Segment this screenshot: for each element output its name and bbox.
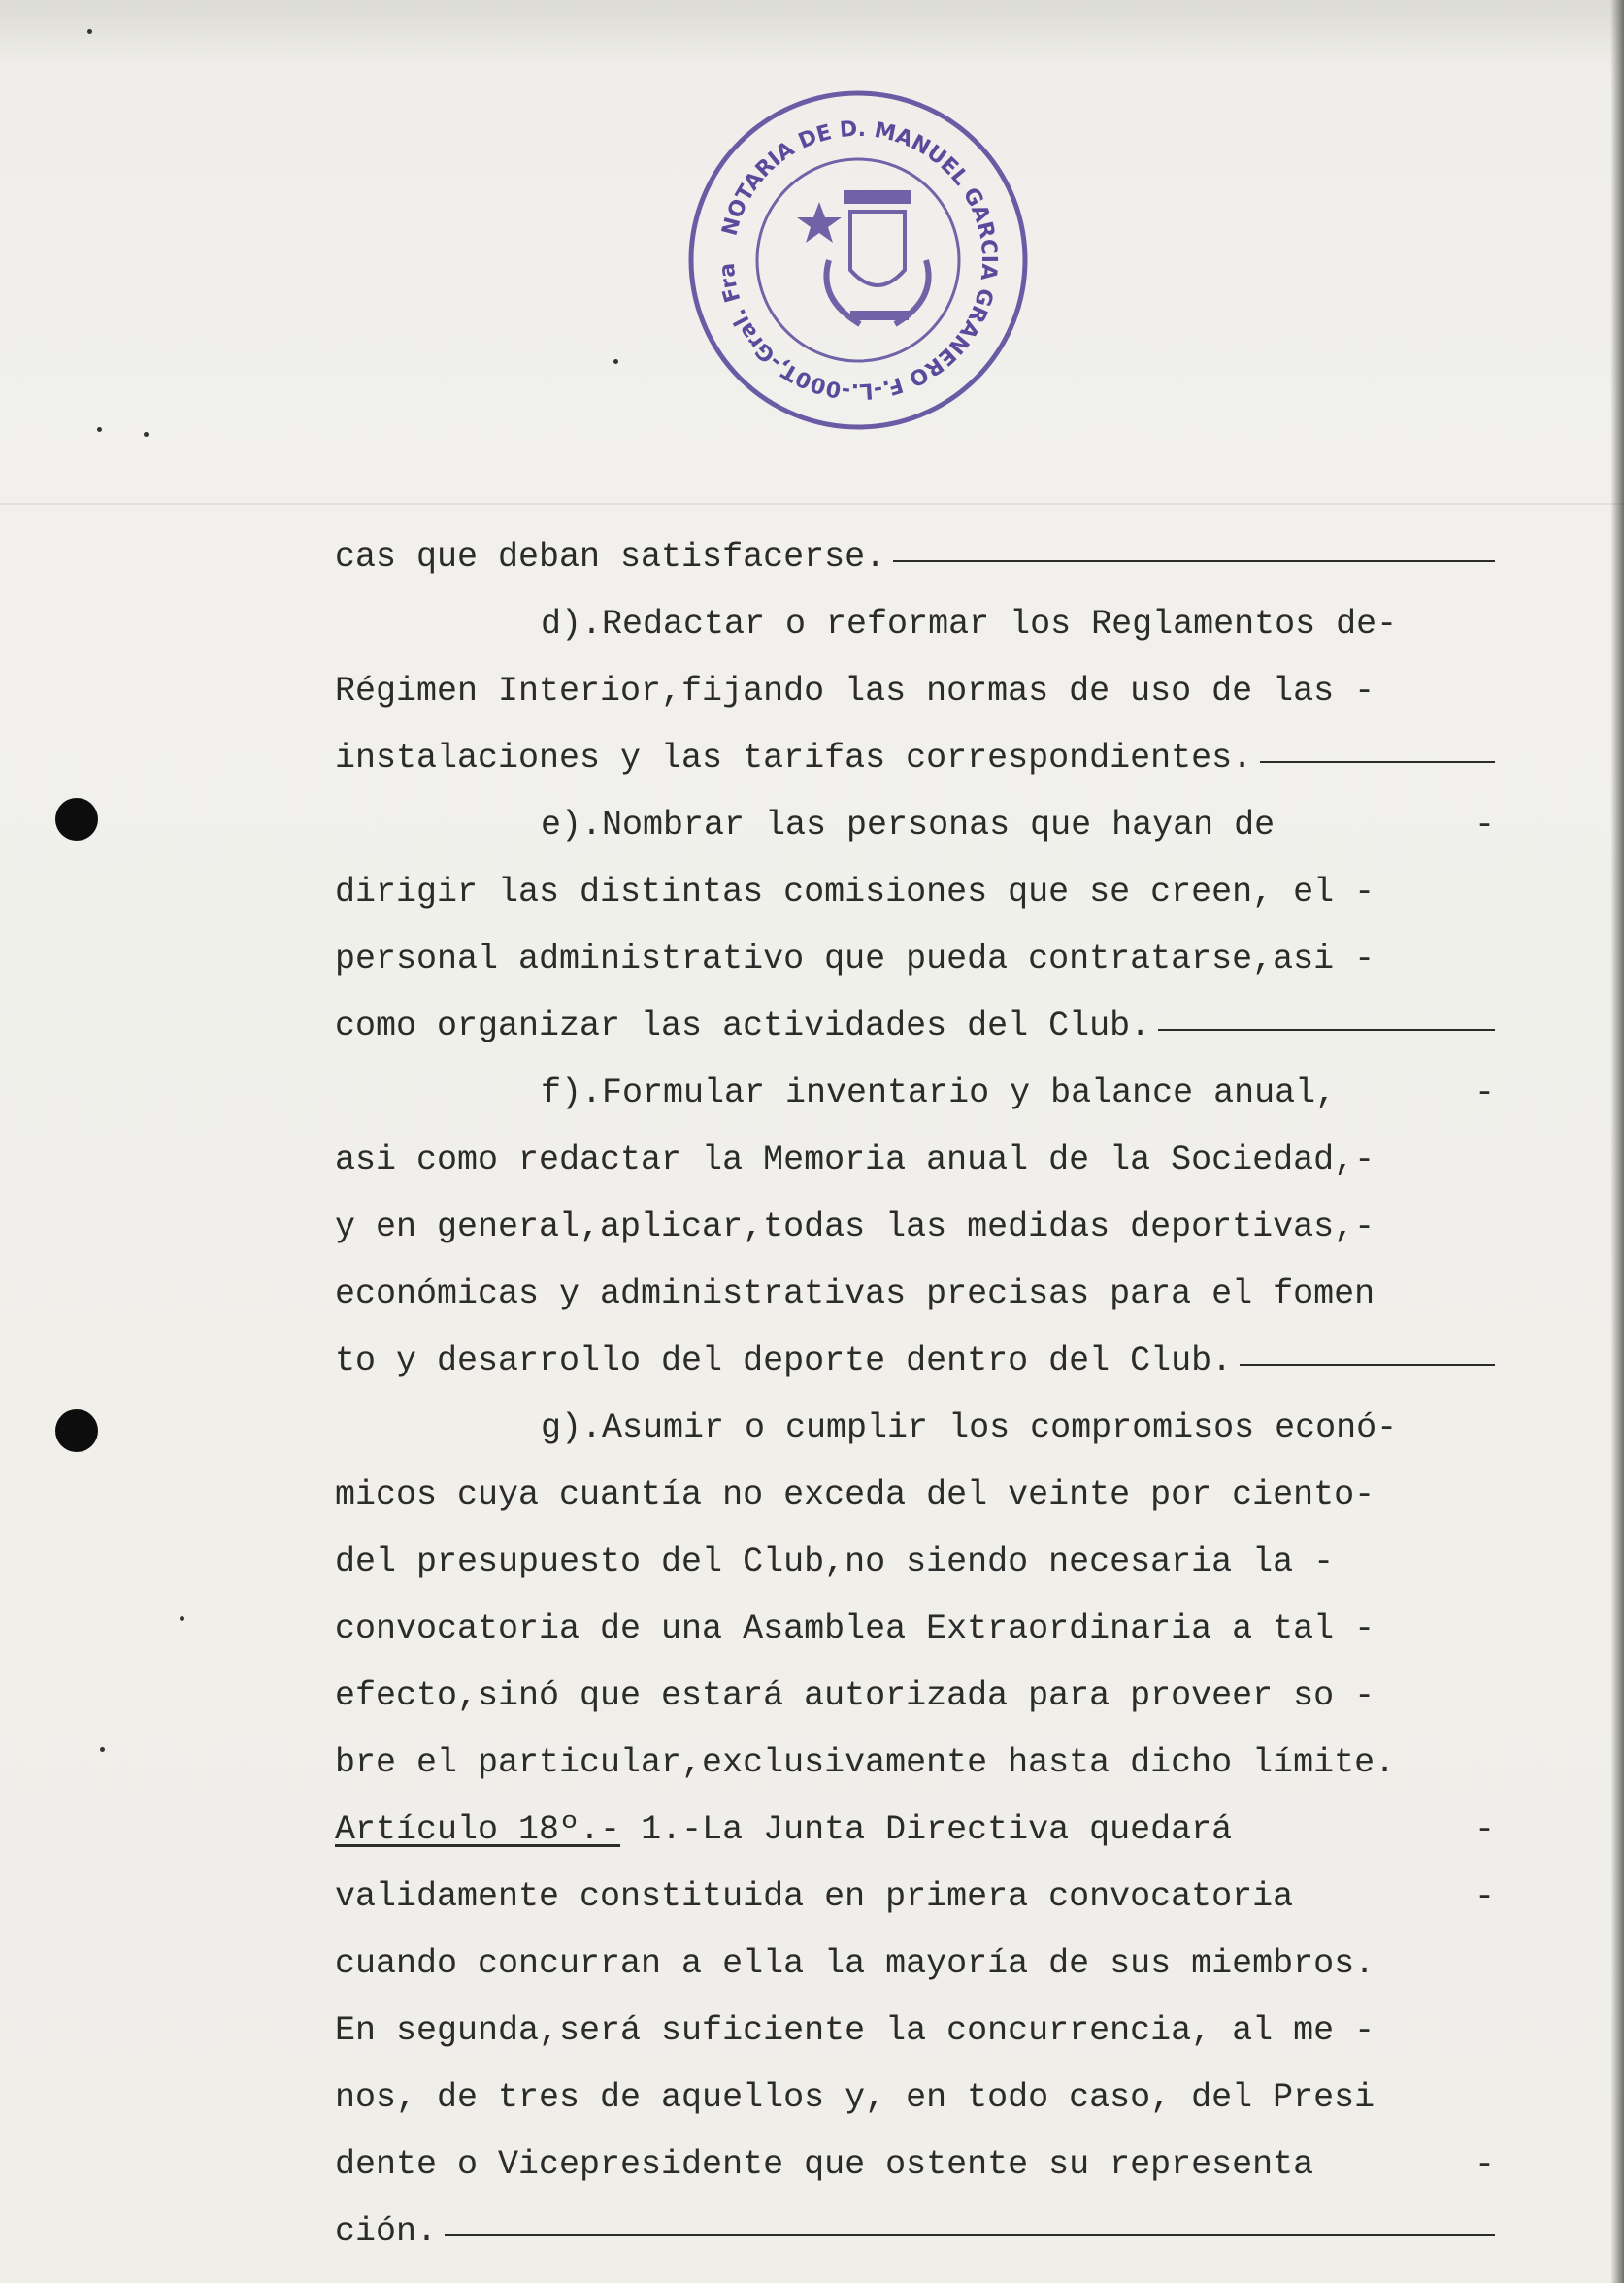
text-line (335, 1797, 1495, 1864)
line-text: to y desarrollo del deporte dentro del Club. (335, 1341, 1233, 1380)
line-text: instalaciones y las tarifas correspondientes. (335, 739, 1253, 778)
text-line (335, 1931, 1495, 1998)
punch-hole-lower (55, 1409, 98, 1452)
line-text: ción. (335, 2212, 438, 2251)
line-end-dash: - (1474, 1810, 1495, 1849)
text-line (335, 1663, 1495, 1730)
speck (613, 359, 618, 364)
notary-seal-graphic (683, 85, 1033, 435)
line-text: personal administrativo que pueda contratarse,asi - (335, 940, 1375, 978)
text-line (335, 1127, 1495, 1194)
stamp-ring-text: NOTARIA DE D. MANUEL GARCIA GRANERO F.-L.-000T,-Gral. Fra (714, 116, 1002, 404)
text-line (335, 1060, 1495, 1127)
coat-of-arms-icon (797, 190, 929, 324)
fill-rule (893, 560, 1495, 562)
line-text: g).Asumir o cumplir los compromisos econó- (541, 1408, 1398, 1447)
text-line (335, 1261, 1495, 1328)
line-text: bre el particular,exclusivamente hasta dicho límite. (335, 1743, 1396, 1782)
line-text: e).Nombrar las personas que hayan de (541, 806, 1276, 844)
text-line (335, 725, 1495, 792)
text-line (335, 658, 1495, 725)
text-line (335, 1730, 1495, 1797)
text-line (335, 1328, 1495, 1395)
document-body (335, 524, 1495, 2266)
text-line (335, 524, 1495, 591)
text-line (335, 1529, 1495, 1596)
fill-rule (1260, 761, 1495, 763)
fill-rule (1158, 1029, 1495, 1031)
line-text: En segunda,será suficiente la concurrencia, al me - (335, 2011, 1375, 2050)
line-text: validamente constituida en primera convocatoria (335, 1877, 1294, 1916)
line-text: dente o Vicepresidente que ostente su representa (335, 2145, 1314, 2184)
speck (97, 427, 102, 432)
line-text: y en general,aplicar,todas las medidas deportivas,- (335, 1208, 1375, 1246)
text-line (335, 1864, 1495, 1931)
text-line (335, 993, 1495, 1060)
scan-right-edge (1610, 0, 1624, 2283)
line-end-dash: - (1474, 1074, 1495, 1112)
line-end-dash: - (1474, 806, 1495, 844)
line-text: cuando concurran a ella la mayoría de sus miembros. (335, 1944, 1375, 1983)
line-text: 1.-La Junta Directiva quedará (620, 1810, 1233, 1849)
line-text: asi como redactar la Memoria anual de la Sociedad,- (335, 1141, 1375, 1179)
line-text: cas que deban satisfacerse. (335, 538, 886, 577)
text-line (335, 859, 1495, 926)
line-end-dash: - (1474, 1877, 1495, 1916)
line-text: Régimen Interior,fijando las normas de uso de las - (335, 672, 1375, 711)
text-line (335, 1998, 1495, 2065)
line-text: nos, de tres de aquellos y, en todo caso, del Presi (335, 2078, 1375, 2117)
line-text: d).Redactar o reformar los Reglamentos de- (541, 605, 1398, 644)
text-line (335, 2199, 1495, 2266)
line-text: como organizar las actividades del Club. (335, 1007, 1151, 1045)
line-text: efecto,sinó que estará autorizada para proveer so - (335, 1676, 1375, 1715)
speck (87, 29, 92, 34)
notary-seal-stamp (683, 85, 1033, 435)
text-line (335, 1596, 1495, 1663)
speck (144, 432, 149, 437)
text-line (335, 2065, 1495, 2132)
paper-fold-line (0, 503, 1624, 505)
fill-rule (445, 2234, 1495, 2236)
scan-top-band (0, 0, 1624, 68)
line-text: dirigir las distintas comisiones que se creen, el - (335, 873, 1375, 911)
line-end-dash: - (1474, 2145, 1495, 2184)
punch-hole-upper (55, 798, 98, 841)
text-line (335, 591, 1495, 658)
fill-rule (1240, 1364, 1495, 1366)
line-text: micos cuya cuantía no exceda del veinte por ciento- (335, 1475, 1375, 1514)
text-line (335, 1395, 1495, 1462)
text-line (335, 926, 1495, 993)
line-text: económicas y administrativas precisas para el fomen (335, 1274, 1375, 1313)
text-line (335, 1462, 1495, 1529)
speck (180, 1616, 184, 1621)
line-text: del presupuesto del Club,no siendo necesaria la - (335, 1542, 1335, 1581)
text-line (335, 2132, 1495, 2199)
text-line (335, 1194, 1495, 1261)
speck (100, 1747, 105, 1752)
line-text: convocatoria de una Asamblea Extraordinaria a tal - (335, 1609, 1375, 1648)
article-heading: Artículo 18º.- (335, 1810, 621, 1849)
line-text: f).Formular inventario y balance anual, (541, 1074, 1337, 1112)
text-line (335, 792, 1495, 859)
